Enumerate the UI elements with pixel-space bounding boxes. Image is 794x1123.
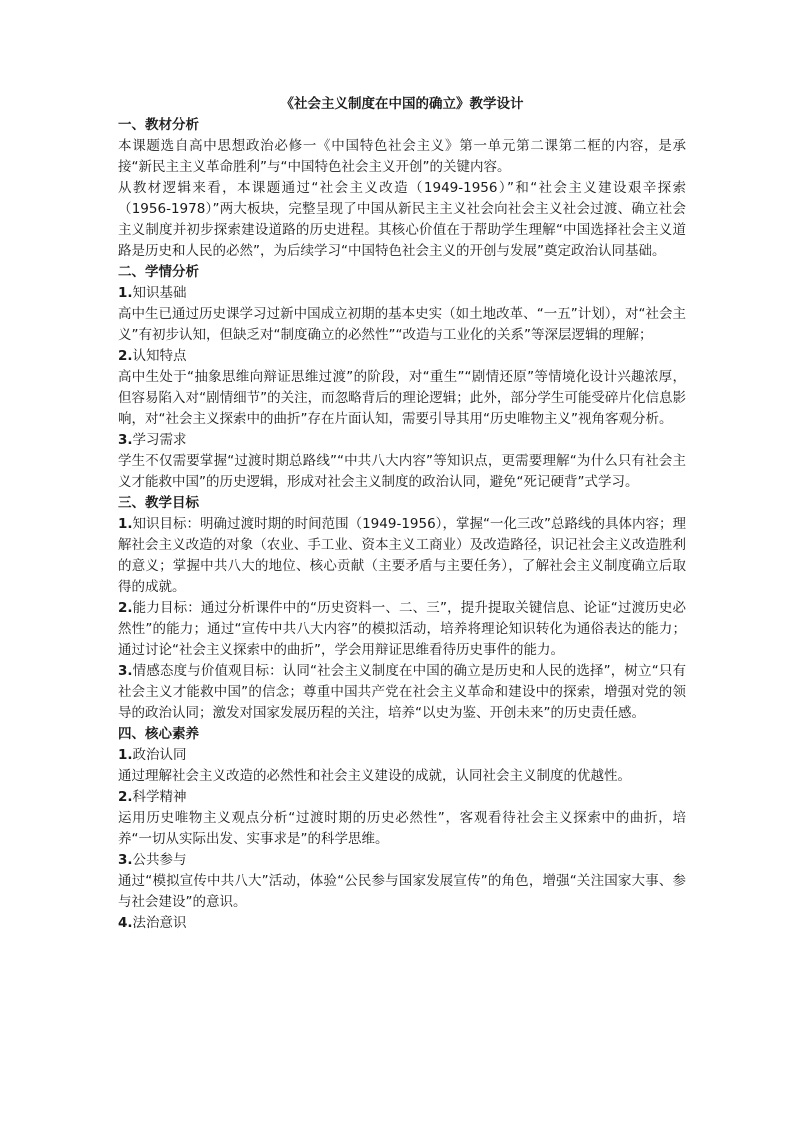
item-number: 2. xyxy=(118,789,133,805)
item-title: 知识基础 xyxy=(132,285,187,301)
subheading xyxy=(118,283,686,304)
item-number: 2. xyxy=(118,600,133,616)
section-heading-competencies: 四、核心素养 xyxy=(118,726,199,742)
item-number: 2. xyxy=(118,348,133,364)
subheading xyxy=(118,913,686,934)
goal-text: 能力目标：通过分析课件中的“历史资料一、二、三”，提升提取关键信息、论证“过渡历史必然性”的能力；通过“宣传中共八大内容”的模拟活动，培养将理论知识转化为通俗表达的能力；通过讨论“社会主义探索中的曲折”，学会用辩证思维看待历史事件的能力。 xyxy=(118,600,686,658)
document-title: 《社会主义制度在中国的确立》教学设计 xyxy=(280,96,524,112)
item-title: 政治认同 xyxy=(132,747,187,763)
paragraph: 运用历史唯物主义观点分析“过渡时期的历史必然性”，客观看待社会主义探索中的曲折，培养“一切从实际出发、实事求是”的科学思维。 xyxy=(118,810,686,847)
item-title: 科学精神 xyxy=(132,789,187,805)
section-heading-goals: 三、教学目标 xyxy=(118,495,199,511)
subheading xyxy=(118,430,686,451)
item-number: 1. xyxy=(118,285,133,301)
document-page xyxy=(118,94,686,934)
item-number: 1. xyxy=(118,516,133,532)
item-title: 学习需求 xyxy=(132,432,187,448)
paragraph: 通过“模拟宣传中共八大”活动，体验“公民参与国家发展宣传”的角色，增强“关注国家大事、参与社会建设”的意识。 xyxy=(118,873,686,910)
paragraph: 高中生已通过历史课学习过新中国成立初期的基本史实（如土地改革、“一五”计划），对“社会主义”有初步认知，但缺乏对“制度确立的必然性”“改造与工业化的关系”等深层逻辑的理解； xyxy=(118,306,686,343)
subheading xyxy=(118,787,686,808)
paragraph: 高中生处于“抽象思维向辩证思维过渡”的阶段，对“重生”“剧情还原”等情境化设计兴趣浓厚，但容易陷入对“剧情细节”的关注，而忽略背后的理论逻辑；此外，部分学生可能受碎片化信息影响，对“社会主义探索中的曲折”存在片面认知，需要引导其用“历史唯物主义”视角客观分析。 xyxy=(118,369,686,427)
subheading xyxy=(118,745,686,766)
goal-item xyxy=(118,514,686,598)
item-number: 3. xyxy=(118,432,133,448)
goal-text: 知识目标：明确过渡时期的时间范围（1949-1956），掌握“一化三改”总路线的具体内容；理解社会主义改造的对象（农业、手工业、资本主义工商业）及改造路径，识记社会主义改造胜利的意义；掌握中共八大的地位、核心贡献（主要矛盾与主要任务），了解社会主义制度确立后取得的成就。 xyxy=(118,516,686,595)
item-title: 公共参与 xyxy=(132,852,187,868)
item-title: 认知特点 xyxy=(132,348,187,364)
item-number: 3. xyxy=(118,663,133,679)
paragraph: 学生不仅需要掌握“过渡时期总路线”“中共八大内容”等知识点，更需要理解“为什么只有社会主义才能救中国”的历史逻辑，形成对社会主义制度的政治认同，避免“死记硬背”式学习。 xyxy=(118,453,686,490)
item-number: 3. xyxy=(118,852,133,868)
goal-text: 情感态度与价值观目标：认同“社会主义制度在中国的确立是历史和人民的选择”，树立“只有社会主义才能救中国”的信念；尊重中国共产党在社会主义革命和建设中的探索，增强对党的领导的政治认同；激发对国家发展历程的关注，培养“以史为鉴、开创未来”的历史责任感。 xyxy=(118,663,686,721)
section-heading-students: 二、学情分析 xyxy=(118,264,199,280)
paragraph: 通过理解社会主义改造的必然性和社会主义建设的成就，认同社会主义制度的优越性。 xyxy=(118,768,631,784)
paragraph: 从教材逻辑来看，本课题通过“社会主义改造（1949-1956）”和“社会主义建设艰辛探索（1956-1978）”两大板块，完整呈现了中国从新民主主义社会向社会主义社会过渡、确立社会主义制度并初步探索建设道路的历史进程。其核心价值在于帮助学生理解“中国选择社会主义道路是历史和人民的必然”，为后续学习“中国特色社会主义的开创与发展”奠定政治认同基础。 xyxy=(118,180,686,259)
section-heading-materials: 一、教材分析 xyxy=(118,117,199,133)
goal-item xyxy=(118,661,686,724)
item-number: 1. xyxy=(118,747,133,763)
subheading xyxy=(118,346,686,367)
paragraph: 本课题选自高中思想政治必修一《中国特色社会主义》第一单元第二课第二框的内容，是承接“新民主主义革命胜利”与“中国特色社会主义开创”的关键内容。 xyxy=(118,138,686,175)
item-number: 4. xyxy=(118,915,133,931)
goal-item xyxy=(118,598,686,661)
subheading xyxy=(118,850,686,871)
item-title: 法治意识 xyxy=(132,915,187,931)
